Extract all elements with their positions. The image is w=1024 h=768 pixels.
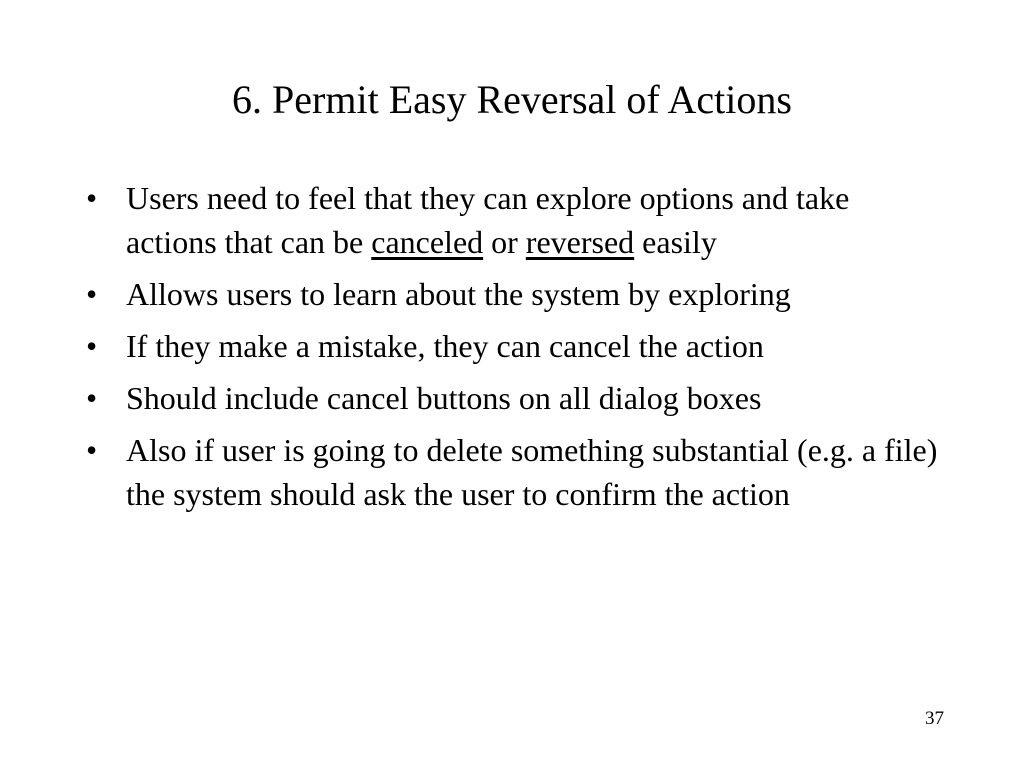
bullet-marker: • [86, 432, 98, 468]
bullet-text: Users need to feel that they can explore options and take actions that can be [126, 180, 850, 260]
bullet-item [86, 376, 946, 420]
slide-title: 6. Permit Easy Reversal of Actions [232, 77, 792, 122]
bullet-marker: • [86, 276, 98, 312]
bullet-text: Should include cancel buttons on all dialog boxes [126, 380, 762, 416]
underlined-term-canceled: canceled [371, 224, 484, 260]
bullet-item [86, 324, 946, 368]
bullet-text: easily [634, 224, 717, 260]
bullet-text: or [483, 224, 526, 260]
bullet-text: Also if user is going to delete something substantial (e.g. a file) the system should ask the user to confirm the action [126, 432, 938, 512]
bullet-marker: • [86, 380, 98, 416]
bullet-text: Allows users to learn about the system by exploring [126, 276, 791, 312]
bullet-marker: • [86, 328, 98, 364]
bullet-marker: • [86, 180, 98, 216]
page-number: 37 [925, 708, 944, 729]
underlined-term-reversed: reversed [525, 224, 635, 260]
bullet-item [86, 176, 946, 264]
bullet-list [86, 176, 946, 524]
bullet-item [86, 272, 946, 316]
bullet-item [86, 428, 946, 516]
bullet-text: If they make a mistake, they can cancel the action [126, 328, 764, 364]
